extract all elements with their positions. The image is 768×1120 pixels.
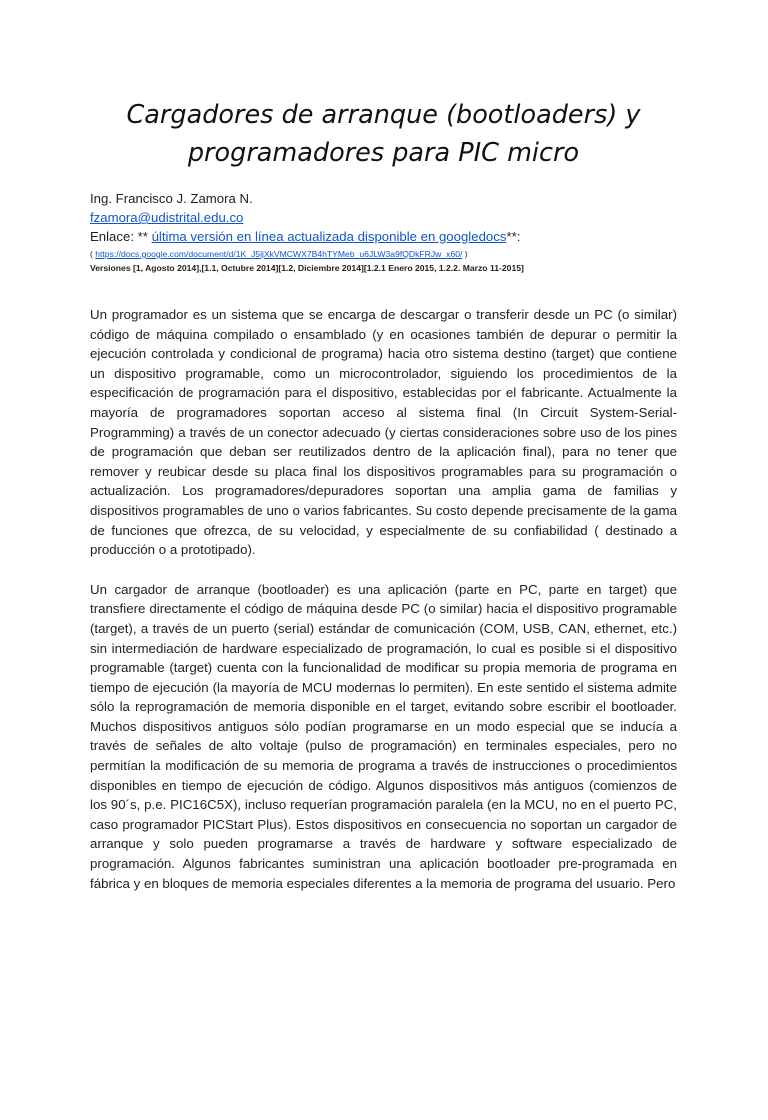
url-close-paren: ) — [462, 249, 468, 259]
document-url-link[interactable]: https://docs.google.com/document/d/1K_J5ljXkVMCWX7B4hTYMeb_u6JLW3a9fQDkFRJw_x60/ — [95, 249, 463, 259]
author-block — [90, 189, 677, 275]
document-title — [90, 96, 677, 172]
paragraph-bootloader: Un cargador de arranque (bootloader) es una aplicación (parte en PC, parte en target) que transfiere directamente el código de máquina desde PC (o similar) hacia el dispositivo programable (target), a través de un puerto (serial) estándar de comunicación (COM, USB, CAN, ethernet, etc.) sin intermediación de hardware especializado de programación, lo cual es posible si el dispositivo programable (target) cuenta con la funcionalidad de modificar su propia memoria de programa en tiempo de ejecución (la mayoría de MCU modernas lo permiten). En este sentido el sistema admite sólo la reprogramación de memoria disponible en el target, evitando sobre escribir el bootloader. Muchos dispositivos antiguos sólo podían programarse en un modo especial que se inducía a través de señales de alto voltaje (pulso de programación) en terminales especiales, pero no permitían la modificación de su memoria de programa a través de instrucciones o procedimientos disponibles en tiempo de ejecución de código. Algunos dispositivos más antiguos (comienzos de los 90´s, p.e. PIC16C5X), incluso requerían programación paralela (en la MCU, no en el puerto PC, caso programador PICStart Plus). Estos dispositivos en consecuencia no soportan un cargador de arranque y solo pueden programarse a través de hardware y software especializado de programación. Algunos fabricantes suministran una aplicación bootloader pre-programada en fábrica y en bloques de memoria especiales diferentes a la memoria de programa del usuario. Pero — [90, 581, 677, 891]
title-line-2: programadores para PIC micro — [187, 138, 580, 168]
versions-line: Versiones [1, Agosto 2014],[1.1, Octubre 2014][1.2, Diciembre 2014][1.2.1 Enero 2015, 1.2.2. Marzo 11-2015] — [90, 263, 524, 273]
author-email-link[interactable]: fzamora@udistrital.edu.co — [90, 210, 244, 225]
title-line-1: Cargadores de arranque (bootloaders) y — [126, 100, 641, 130]
link-prefix: Enlace: ** — [90, 229, 152, 244]
paragraph-programmers: Un programador es un sistema que se encarga de descargar o transferir desde un PC (o similar) código de máquina compilado o ensamblado (y en ocasiones también de depurar o permitir la ejecución controlada y condicional de programa) hacia otro sistema destino (target) que contiene un dispositivo programable, como un microcontrolador, siguiendo los procedimientos de la especificación de programación para el dispositivo, establecidas por el fabricante. Actualmente la mayoría de programadores soportan acceso al sistema final (In Circuit System-Serial- Programming) a través de un conector adecuado (y ciertas consideraciones sobre uso de los pines de programación que deban ser reutilizados dentro de la aplicación final), para no tener que remover y reubicar desde su placa final los dispositivos programables para su programación o actualización. Los programadores/depuradores soportan una amplia gama de familias y dispositivos programables de uno o varios fabricantes. Su costo depende precisamente de la gama de funciones que ofrezca, de su velocidad, y especialmente de su confiabilidad ( destinado a producción o a prototipado). — [90, 307, 677, 558]
document-page — [0, 96, 768, 1120]
online-version-line — [90, 227, 677, 246]
document-url-line — [90, 247, 677, 261]
author-name: Ing. Francisco J. Zamora N. — [90, 191, 253, 206]
googledocs-link[interactable]: última versión en línea actualizada disponible en googledocs — [151, 229, 507, 244]
url-open-paren: ( — [90, 249, 96, 259]
link-suffix: **: — [506, 229, 521, 244]
